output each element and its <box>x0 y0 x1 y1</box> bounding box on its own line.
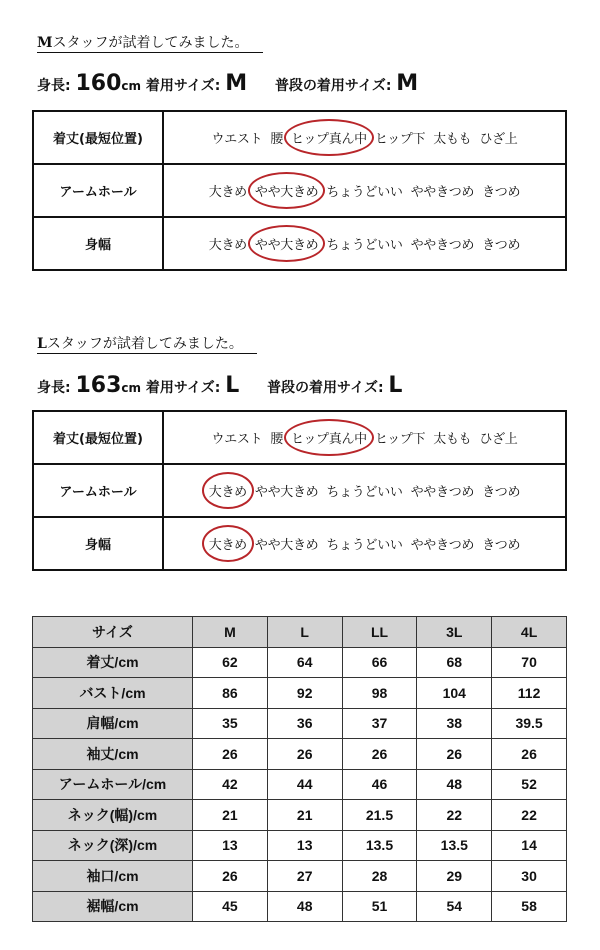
table-row <box>33 647 567 678</box>
fit-option: ややきつめ <box>410 185 475 200</box>
fit-option-selected: やや大きめ <box>255 234 319 253</box>
fit-option: きつめ <box>482 238 521 253</box>
fit-option: ヒップ下 <box>374 432 426 447</box>
wear-size-label: 着用サイズ: <box>145 78 221 94</box>
fit-option: ひざ上 <box>479 432 518 447</box>
size-header-cell: M <box>193 617 268 648</box>
fit-option-selected: やや大きめ <box>255 181 319 200</box>
height-value: 163 <box>75 373 122 398</box>
table-row <box>33 739 567 770</box>
size-value-cell: 42 <box>193 769 268 800</box>
size-value-cell: 37 <box>342 708 417 739</box>
l-staff-title-lead: L <box>37 336 47 352</box>
size-value-cell: 13.5 <box>417 830 492 861</box>
size-value-cell: 30 <box>492 861 567 892</box>
m-staff-title-text: スタッフが試着してみました。 <box>52 35 249 51</box>
fit-options <box>163 111 566 164</box>
size-value-cell: 26 <box>417 739 492 770</box>
fit-options <box>163 464 566 517</box>
size-value-cell: 35 <box>193 708 268 739</box>
fit-label: アームホール <box>33 464 163 517</box>
fit-row-length <box>33 411 566 464</box>
size-header-label: サイズ <box>33 617 193 648</box>
fit-label: 身幅 <box>33 517 163 570</box>
table-row <box>33 708 567 739</box>
size-value-cell: 66 <box>342 647 417 678</box>
size-value-cell: 26 <box>342 739 417 770</box>
fit-option: 腰 <box>270 432 284 447</box>
size-value-cell: 70 <box>492 647 567 678</box>
size-value-cell: 48 <box>417 769 492 800</box>
wear-size-value: L <box>225 373 240 398</box>
fit-options <box>163 517 566 570</box>
fit-label: 身幅 <box>33 217 163 270</box>
size-row-label: ネック(幅)/cm <box>33 800 193 831</box>
l-staff-title <box>37 335 257 354</box>
size-value-cell: 52 <box>492 769 567 800</box>
size-value-cell: 39.5 <box>492 708 567 739</box>
size-value-cell: 13 <box>193 830 268 861</box>
size-value-cell: 21 <box>193 800 268 831</box>
table-row <box>33 861 567 892</box>
fit-option: きつめ <box>482 485 521 500</box>
fit-option: きつめ <box>482 185 521 200</box>
size-row-label: 着丈/cm <box>33 647 193 678</box>
fit-option: 大きめ <box>208 185 247 200</box>
size-value-cell: 58 <box>492 891 567 922</box>
size-value-cell: 22 <box>492 800 567 831</box>
fit-option: やや大きめ <box>254 538 319 553</box>
table-row <box>33 800 567 831</box>
size-row-label: ネック(深)/cm <box>33 830 193 861</box>
size-value-cell: 62 <box>193 647 268 678</box>
fit-option-selected: ヒップ真ん中 <box>291 428 367 447</box>
fit-option: 腰 <box>270 132 284 147</box>
size-value-cell: 38 <box>417 708 492 739</box>
fit-options <box>163 164 566 217</box>
size-value-cell: 68 <box>417 647 492 678</box>
l-staff-fit-table <box>32 410 567 571</box>
size-header-cell: 3L <box>417 617 492 648</box>
fit-option: ウエスト <box>211 132 263 147</box>
fit-options <box>163 411 566 464</box>
fit-option: きつめ <box>482 538 521 553</box>
size-header-cell: LL <box>342 617 417 648</box>
fit-option: ややきつめ <box>410 485 475 500</box>
fit-row-width <box>33 217 566 270</box>
fit-row-armhole <box>33 164 566 217</box>
fit-option-selected: 大きめ <box>209 481 247 500</box>
size-row-label: バスト/cm <box>33 678 193 709</box>
size-value-cell: 13 <box>267 830 342 861</box>
fit-row-armhole <box>33 464 566 517</box>
size-value-cell: 26 <box>267 739 342 770</box>
fit-option-selected: ヒップ真ん中 <box>291 128 367 147</box>
size-value-cell: 26 <box>193 861 268 892</box>
size-value-cell: 21 <box>267 800 342 831</box>
usual-size-label: 普段の着用サイズ: <box>274 78 392 94</box>
size-value-cell: 22 <box>417 800 492 831</box>
size-row-label: 袖丈/cm <box>33 739 193 770</box>
size-row-label: 袖口/cm <box>33 861 193 892</box>
fit-label: 着丈(最短位置) <box>33 411 163 464</box>
m-staff-fit-table <box>32 110 567 271</box>
table-row <box>33 678 567 709</box>
usual-size-value: L <box>388 373 403 398</box>
fit-option: ややきつめ <box>410 238 475 253</box>
size-value-cell: 46 <box>342 769 417 800</box>
size-value-cell: 64 <box>267 647 342 678</box>
size-value-cell: 26 <box>492 739 567 770</box>
fit-option: ひざ上 <box>479 132 518 147</box>
size-value-cell: 14 <box>492 830 567 861</box>
size-value-cell: 36 <box>267 708 342 739</box>
m-staff-title-lead: M <box>37 35 53 51</box>
fit-row-length <box>33 111 566 164</box>
fit-option: ややきつめ <box>410 538 475 553</box>
fit-option: 大きめ <box>208 238 247 253</box>
size-chart-header-row <box>33 617 567 648</box>
height-unit: cm <box>121 381 142 395</box>
height-unit: cm <box>121 79 142 93</box>
usual-size-value: M <box>396 71 419 96</box>
size-value-cell: 112 <box>492 678 567 709</box>
size-value-cell: 27 <box>267 861 342 892</box>
size-value-cell: 26 <box>193 739 268 770</box>
table-row <box>33 830 567 861</box>
height-label: 身長: <box>37 380 71 396</box>
wear-size-label: 着用サイズ: <box>145 380 221 396</box>
size-row-label: 裾幅/cm <box>33 891 193 922</box>
m-staff-title <box>37 34 263 53</box>
fit-option: ちょうどいい <box>326 538 403 553</box>
fit-option: ヒップ下 <box>374 132 426 147</box>
size-value-cell: 92 <box>267 678 342 709</box>
wear-size-value: M <box>225 71 248 96</box>
l-staff-title-text: スタッフが試着してみました。 <box>46 336 243 352</box>
fit-option: ちょうどいい <box>326 238 403 253</box>
fit-option: 太もも <box>433 432 472 447</box>
height-value: 160 <box>75 71 122 96</box>
size-value-cell: 13.5 <box>342 830 417 861</box>
fit-label: アームホール <box>33 164 163 217</box>
size-value-cell: 48 <box>267 891 342 922</box>
fit-option: 太もも <box>433 132 472 147</box>
height-label: 身長: <box>37 78 71 94</box>
size-value-cell: 86 <box>193 678 268 709</box>
size-header-cell: L <box>267 617 342 648</box>
fit-option: やや大きめ <box>254 485 319 500</box>
size-value-cell: 28 <box>342 861 417 892</box>
fit-options <box>163 217 566 270</box>
fit-label: 着丈(最短位置) <box>33 111 163 164</box>
table-row <box>33 891 567 922</box>
size-value-cell: 54 <box>417 891 492 922</box>
size-header-cell: 4L <box>492 617 567 648</box>
usual-size-label: 普段の着用サイズ: <box>267 380 384 396</box>
size-value-cell: 29 <box>417 861 492 892</box>
size-value-cell: 98 <box>342 678 417 709</box>
fit-option: ちょうどいい <box>326 485 403 500</box>
size-value-cell: 21.5 <box>342 800 417 831</box>
m-staff-stats <box>37 71 418 96</box>
size-value-cell: 45 <box>193 891 268 922</box>
table-row <box>33 769 567 800</box>
size-row-label: アームホール/cm <box>33 769 193 800</box>
fit-row-width <box>33 517 566 570</box>
size-chart-table <box>32 616 567 922</box>
size-value-cell: 104 <box>417 678 492 709</box>
fit-option: ちょうどいい <box>326 185 403 200</box>
fit-option-selected: 大きめ <box>209 534 247 553</box>
size-value-cell: 51 <box>342 891 417 922</box>
l-staff-stats <box>37 373 402 398</box>
fit-option: ウエスト <box>211 432 263 447</box>
size-row-label: 肩幅/cm <box>33 708 193 739</box>
size-value-cell: 44 <box>267 769 342 800</box>
